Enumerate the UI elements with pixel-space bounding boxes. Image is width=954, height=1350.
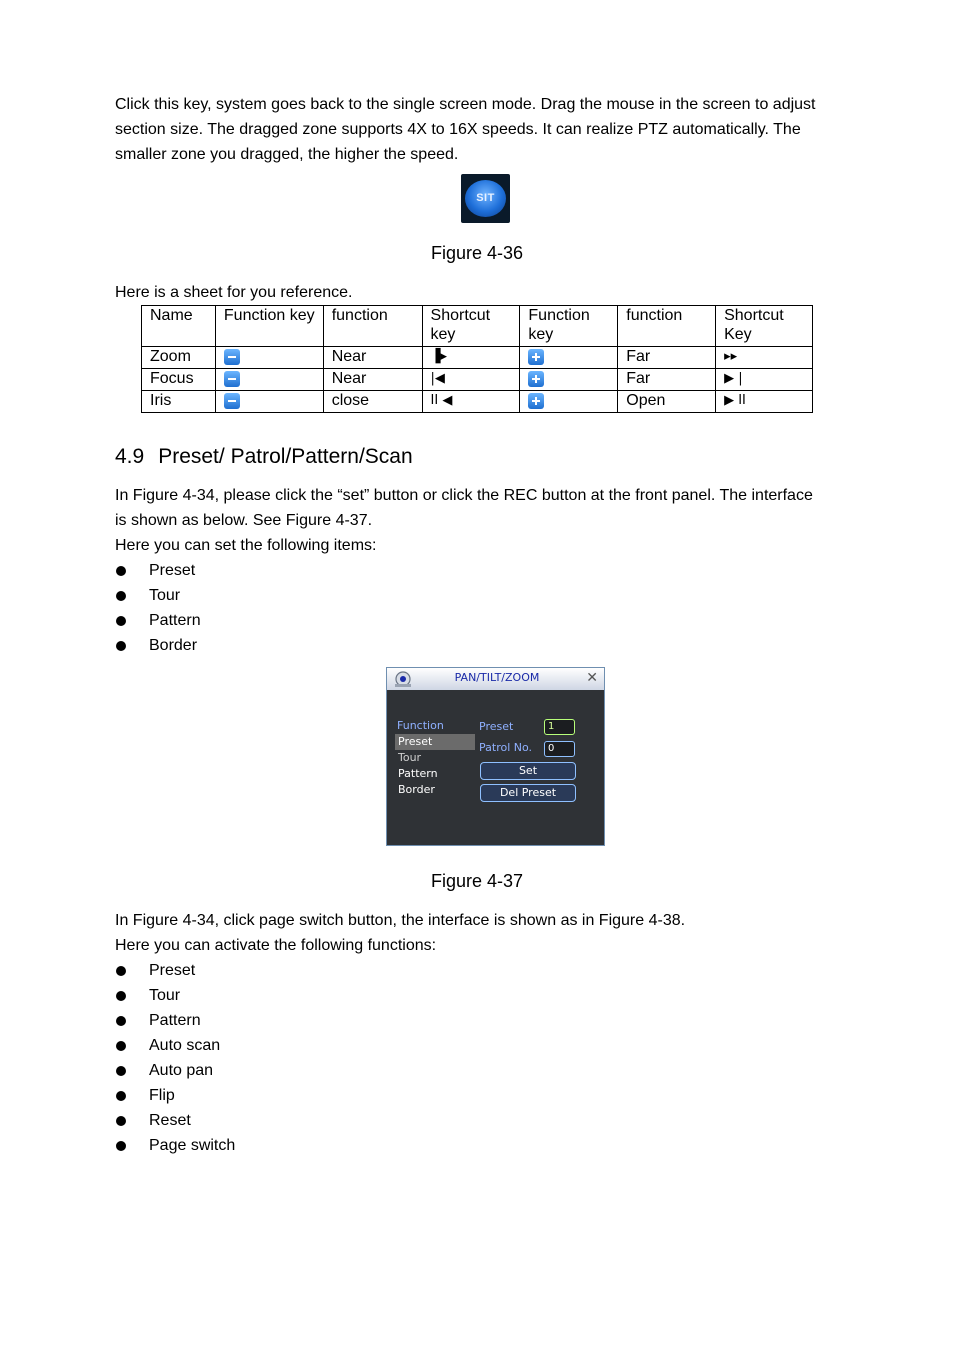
plus-icon[interactable]: [528, 349, 544, 365]
table-header: Shortcut key: [422, 306, 520, 347]
section-title: Preset/ Patrol/Pattern/Scan: [158, 445, 413, 468]
list-item: Border: [115, 633, 201, 658]
set-items-intro: Here you can set the following items:: [115, 537, 377, 554]
plus-key-cell: [520, 347, 618, 369]
row-name: Focus: [142, 369, 216, 391]
plus-function: Open: [618, 391, 716, 413]
plus-function: Far: [618, 347, 716, 369]
preset-intro-paragraph: In Figure 4-34, please click the “set” button or click the REC button at the front panel. The interface is shown as below. See Figure 4-37.: [115, 487, 813, 529]
table-header: function: [323, 306, 422, 347]
ptz-titlebar: [387, 668, 604, 690]
list-item: Preset: [115, 558, 201, 583]
section-heading: [115, 445, 413, 469]
table-header-row: [142, 306, 813, 347]
ptz-reference-table: [141, 305, 813, 413]
plus-icon[interactable]: [528, 393, 544, 409]
sheet-intro: Here is a sheet for you reference.: [115, 284, 353, 301]
table-header: Function key: [215, 306, 323, 347]
list-item: Tour: [115, 983, 235, 1008]
camera-logo-icon: [393, 670, 413, 688]
figure-caption-4-37: Figure 4-37: [430, 871, 524, 891]
section-number: 4.9: [115, 445, 145, 468]
minus-shortcut: |◀: [422, 369, 520, 391]
minus-shortcut: II ◀: [422, 391, 520, 413]
list-item: Reset: [115, 1108, 235, 1133]
patrol-input[interactable]: 0: [544, 741, 575, 757]
minus-icon[interactable]: [224, 371, 240, 387]
menu-item-pattern[interactable]: Pattern: [398, 767, 438, 780]
list-item: Page switch: [115, 1133, 235, 1158]
plus-key-cell: [520, 369, 618, 391]
intro-paragraph: Click this key, system goes back to the single screen mode. Drag the mouse in the screen to adjust section size. The dragged zone supports 4X to 16X speeds. It can realize PTZ automatically. The smaller zone you dragged, the higher the speed.: [115, 96, 816, 163]
plus-shortcut: ▸▸: [716, 347, 813, 369]
table-header: Name: [142, 306, 216, 347]
list-item: Pattern: [115, 1008, 235, 1033]
plus-function: Far: [618, 369, 716, 391]
page-switch-paragraph: In Figure 4-34, click page switch button, the interface is shown as in Figure 4-38.: [115, 912, 686, 929]
ptz-title: PAN/TILT/ZOOM: [454, 671, 540, 684]
activate-intro: Here you can activate the following functions:: [115, 937, 437, 954]
table-header: function: [618, 306, 716, 347]
plus-shortcut: ▶ II: [716, 391, 813, 413]
list-item: Preset: [115, 958, 235, 983]
table-row: [142, 369, 813, 391]
table-header: Function key: [520, 306, 618, 347]
plus-icon[interactable]: [528, 371, 544, 387]
minus-function: Near: [323, 347, 422, 369]
list-item: Tour: [115, 583, 201, 608]
minus-key-cell: [215, 347, 323, 369]
list-item: Pattern: [115, 608, 201, 633]
figure-caption-4-36: Figure 4-36: [430, 243, 524, 263]
list-item: Auto pan: [115, 1058, 235, 1083]
table-row: [142, 391, 813, 413]
preset-label: Preset: [479, 720, 514, 733]
list-item: Flip: [115, 1083, 235, 1108]
table-header: Shortcut Key: [716, 306, 813, 347]
menu-item-border[interactable]: Border: [398, 783, 435, 796]
plus-key-cell: [520, 391, 618, 413]
minus-key-cell: [215, 391, 323, 413]
minus-icon[interactable]: [224, 349, 240, 365]
minus-function: close: [323, 391, 422, 413]
ptz-dialog: [386, 667, 605, 846]
menu-item-tour[interactable]: Tour: [398, 751, 422, 764]
sit-button-label: SIT: [465, 180, 506, 217]
plus-shortcut: ▶ |: [716, 369, 813, 391]
minus-key-cell: [215, 369, 323, 391]
del-preset-button[interactable]: Del Preset: [480, 784, 576, 802]
patrol-label: Patrol No.: [479, 741, 533, 754]
set-button[interactable]: Set: [480, 762, 576, 780]
close-icon[interactable]: ✕: [586, 670, 598, 686]
function-label: Function: [397, 719, 444, 732]
minus-function: Near: [323, 369, 422, 391]
minus-icon[interactable]: [224, 393, 240, 409]
table-row: [142, 347, 813, 369]
row-name: Zoom: [142, 347, 216, 369]
minus-shortcut: ▐▸: [422, 347, 520, 369]
row-name: Iris: [142, 391, 216, 413]
list-item: Auto scan: [115, 1033, 235, 1058]
menu-item-preset[interactable]: Preset: [395, 734, 475, 750]
preset-input[interactable]: 1: [544, 719, 575, 735]
sit-button[interactable]: [461, 174, 510, 223]
functions-list: [115, 958, 235, 1158]
set-items-list: [115, 558, 201, 658]
function-menu: [395, 734, 475, 798]
